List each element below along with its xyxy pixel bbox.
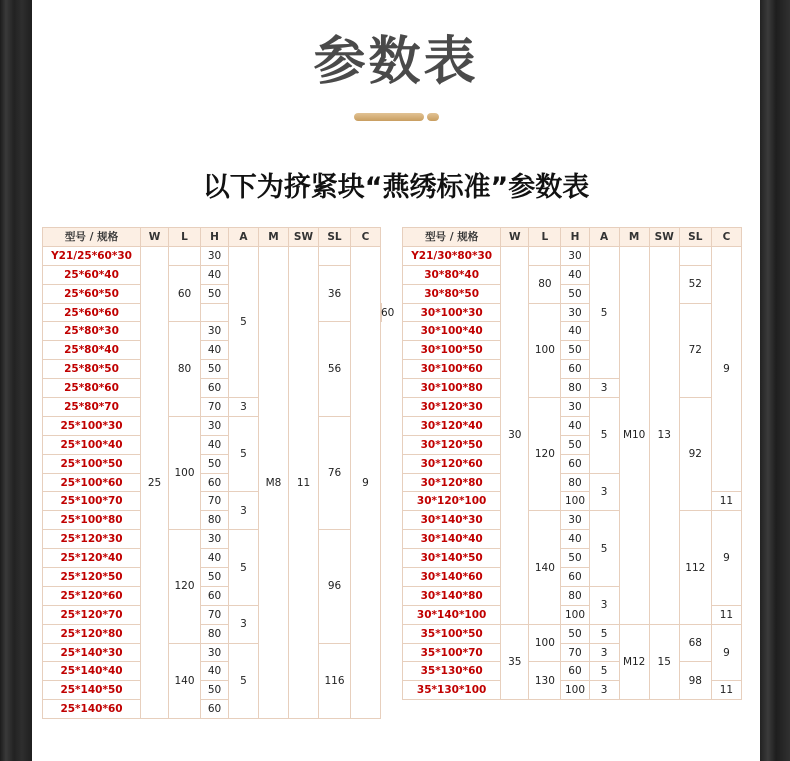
a-cell: 3 — [589, 681, 619, 700]
model-cell: 35*100*50 — [403, 624, 501, 643]
h-cell: 30 — [561, 303, 589, 322]
a-cell: 5 — [589, 511, 619, 587]
a-cell: 3 — [589, 473, 619, 511]
h-cell: 80 — [561, 473, 589, 492]
a-cell: 3 — [589, 643, 619, 662]
h-cell: 40 — [201, 435, 229, 454]
h-cell: 60 — [201, 473, 229, 492]
sl-cell: 98 — [679, 662, 711, 700]
model-cell: 30*120*100 — [403, 492, 501, 511]
table-row — [43, 322, 382, 341]
model-cell: 25*100*80 — [43, 511, 141, 530]
h-cell: 50 — [201, 284, 229, 303]
l-cell: 100 — [169, 416, 201, 529]
h-cell: 60 — [561, 568, 589, 587]
sw-cell: 13 — [649, 246, 679, 624]
model-cell: 25*120*30 — [43, 530, 141, 549]
h-cell: 50 — [561, 549, 589, 568]
table-row — [43, 643, 382, 662]
l-cell: 120 — [169, 530, 201, 643]
model-cell: 25*120*40 — [43, 549, 141, 568]
l-cell — [169, 246, 201, 265]
h-cell: 50 — [201, 454, 229, 473]
model-cell: 35*100*70 — [403, 643, 501, 662]
h-cell: 30 — [561, 398, 589, 417]
model-cell: 25*100*70 — [43, 492, 141, 511]
model-cell: 25*60*50 — [43, 284, 141, 303]
m-cell: M10 — [619, 246, 649, 624]
l-cell: 80 — [529, 265, 561, 303]
c-cell: 11 — [711, 605, 741, 624]
header-a: A — [589, 228, 619, 247]
model-cell: 25*100*60 — [43, 473, 141, 492]
model-cell: 30*100*50 — [403, 341, 501, 360]
table-subtitle: 以下为挤紧块“燕绣标准”参数表 — [202, 172, 590, 203]
page-title: 参数表 — [313, 32, 479, 92]
a-cell: 5 — [229, 246, 259, 397]
model-cell: 25*60*40 — [43, 265, 141, 284]
table-header-row — [403, 228, 742, 247]
w-cell: 25 — [141, 246, 169, 718]
h-cell: 40 — [561, 322, 589, 341]
header-c: C — [711, 228, 741, 247]
title-underline-dot — [427, 113, 439, 121]
header-w: W — [141, 228, 169, 247]
h-cell: 50 — [561, 284, 589, 303]
h-cell: 40 — [201, 549, 229, 568]
h-cell: 100 — [561, 681, 589, 700]
sw-cell: 11 — [289, 246, 319, 718]
h-cell: 70 — [561, 643, 589, 662]
table-header-row — [43, 228, 382, 247]
model-cell: Y21/30*80*30 — [403, 246, 501, 265]
w-cell: 35 — [501, 624, 529, 700]
h-cell: 60 — [561, 360, 589, 379]
h-cell: 50 — [201, 360, 229, 379]
header-sw: SW — [289, 228, 319, 247]
h-cell: 80 — [561, 379, 589, 398]
model-cell: 30*100*60 — [403, 360, 501, 379]
model-cell: 30*100*40 — [403, 322, 501, 341]
l-cell: 140 — [529, 511, 561, 624]
a-cell: 5 — [229, 643, 259, 719]
sl-cell: 72 — [679, 303, 711, 397]
model-cell: 30*100*30 — [403, 303, 501, 322]
header-model: 型号 / 规格 — [43, 228, 141, 247]
h-cell: 30 — [201, 246, 229, 265]
model-cell: 25*120*70 — [43, 605, 141, 624]
header-h: H — [201, 228, 229, 247]
table-row — [43, 416, 382, 435]
model-cell: 30*120*40 — [403, 416, 501, 435]
h-cell: 70 — [201, 492, 229, 511]
h-cell: 40 — [201, 265, 229, 284]
h-cell: 40 — [561, 530, 589, 549]
sl-cell: 112 — [679, 511, 711, 624]
l-cell: 140 — [169, 643, 201, 719]
header-c: C — [351, 228, 381, 247]
header-l: L — [169, 228, 201, 247]
table-row — [403, 265, 742, 284]
h-cell: 50 — [561, 435, 589, 454]
spec-table-right — [402, 227, 742, 700]
h-cell: 60 — [201, 379, 229, 398]
model-cell: 30*140*80 — [403, 586, 501, 605]
h-cell: 40 — [201, 341, 229, 360]
dark-background-right — [760, 0, 790, 761]
model-cell: 25*100*30 — [43, 416, 141, 435]
h-cell: 50 — [201, 568, 229, 587]
h-cell: 40 — [561, 416, 589, 435]
h-cell: 50 — [201, 681, 229, 700]
header-sl: SL — [319, 228, 351, 247]
spec-table-left — [42, 227, 395, 719]
h-cell: 80 — [201, 624, 229, 643]
table-row — [43, 265, 382, 284]
a-cell: 5 — [229, 530, 259, 606]
h-cell: 100 — [561, 605, 589, 624]
model-cell: 30*140*100 — [403, 605, 501, 624]
h-cell: 80 — [561, 586, 589, 605]
model-cell: 30*80*50 — [403, 284, 501, 303]
c-cell: 9 — [351, 246, 381, 718]
a-cell: 5 — [229, 416, 259, 492]
l-cell: 100 — [529, 303, 561, 397]
h-cell: 60 — [201, 586, 229, 605]
h-cell: 60 — [381, 303, 382, 322]
model-cell: 30*140*30 — [403, 511, 501, 530]
h-cell: 60 — [561, 662, 589, 681]
page — [32, 0, 760, 761]
model-cell: 30*120*60 — [403, 454, 501, 473]
a-cell: 5 — [589, 662, 619, 681]
w-cell: 30 — [501, 246, 529, 624]
model-cell: 25*100*50 — [43, 454, 141, 473]
header-w: W — [501, 228, 529, 247]
sl-cell: 68 — [679, 624, 711, 662]
model-cell: 35*130*100 — [403, 681, 501, 700]
a-cell: 3 — [229, 398, 259, 417]
model-cell: 30*100*80 — [403, 379, 501, 398]
h-cell: 30 — [201, 643, 229, 662]
a-cell: 5 — [589, 624, 619, 643]
l-cell: 60 — [169, 265, 201, 322]
c-cell: 9 — [711, 246, 741, 492]
model-cell: 25*120*80 — [43, 624, 141, 643]
h-cell: 30 — [201, 322, 229, 341]
table-row — [403, 246, 742, 265]
model-cell: 25*120*60 — [43, 586, 141, 605]
header-m: M — [259, 228, 289, 247]
sl-cell: 116 — [319, 643, 351, 719]
model-cell: 25*80*70 — [43, 398, 141, 417]
h-cell: 60 — [201, 700, 229, 719]
l-cell — [201, 303, 229, 322]
model-cell: Y21/25*60*30 — [43, 246, 141, 265]
h-cell: 60 — [561, 454, 589, 473]
model-cell: 25*80*30 — [43, 322, 141, 341]
model-cell: 25*80*50 — [43, 360, 141, 379]
c-cell: 11 — [711, 681, 741, 700]
model-cell: 30*120*50 — [403, 435, 501, 454]
sl-cell: 76 — [319, 416, 351, 529]
a-cell: 3 — [589, 586, 619, 624]
m-cell: M12 — [619, 624, 649, 700]
sl-cell: 92 — [679, 398, 711, 511]
table-row — [403, 303, 742, 322]
m-cell: M8 — [259, 246, 289, 718]
header-sw: SW — [649, 228, 679, 247]
sl-cell: 36 — [319, 265, 351, 322]
model-cell: 35*130*60 — [403, 662, 501, 681]
c-cell: 9 — [711, 624, 741, 681]
h-cell: 50 — [561, 341, 589, 360]
sl-cell — [319, 246, 351, 265]
model-cell: 30*140*50 — [403, 549, 501, 568]
table-row — [403, 398, 742, 417]
sl-cell: 96 — [319, 530, 351, 643]
title-underline-bar — [354, 113, 424, 121]
h-cell: 30 — [201, 530, 229, 549]
model-cell: 30*120*80 — [403, 473, 501, 492]
l-cell: 80 — [169, 322, 201, 416]
l-cell — [529, 246, 561, 265]
model-cell: 25*140*60 — [43, 700, 141, 719]
l-cell: 100 — [529, 624, 561, 662]
a-cell: 5 — [589, 398, 619, 474]
a-cell: 3 — [229, 605, 259, 643]
a-cell: 3 — [589, 379, 619, 398]
model-cell: 25*140*30 — [43, 643, 141, 662]
model-cell: 25*140*50 — [43, 681, 141, 700]
header-h: H — [561, 228, 589, 247]
model-cell: 25*140*40 — [43, 662, 141, 681]
h-cell: 30 — [561, 246, 589, 265]
h-cell: 30 — [201, 416, 229, 435]
h-cell: 70 — [201, 398, 229, 417]
h-cell: 50 — [561, 624, 589, 643]
model-cell: 25*100*40 — [43, 435, 141, 454]
header-sl: SL — [679, 228, 711, 247]
table-row — [43, 530, 382, 549]
model-cell: 25*80*60 — [43, 379, 141, 398]
sl-cell — [679, 246, 711, 265]
header-l: L — [529, 228, 561, 247]
model-cell: 30*120*30 — [403, 398, 501, 417]
model-cell: 30*140*40 — [403, 530, 501, 549]
h-cell: 30 — [561, 511, 589, 530]
table-row — [403, 511, 742, 530]
table-row — [403, 662, 742, 681]
model-cell: 30*80*40 — [403, 265, 501, 284]
model-cell: 25*80*40 — [43, 341, 141, 360]
l-cell: 120 — [529, 398, 561, 511]
header-m: M — [619, 228, 649, 247]
table-row — [43, 246, 382, 265]
h-cell: 70 — [201, 605, 229, 624]
sw-cell: 15 — [649, 624, 679, 700]
c-cell: 9 — [711, 511, 741, 605]
sl-cell: 52 — [679, 265, 711, 303]
a-cell: 3 — [229, 492, 259, 530]
model-cell: 25*120*50 — [43, 568, 141, 587]
header-a: A — [229, 228, 259, 247]
model-cell: 30*140*60 — [403, 568, 501, 587]
sl-cell: 56 — [319, 322, 351, 416]
header-model: 型号 / 规格 — [403, 228, 501, 247]
h-cell: 100 — [561, 492, 589, 511]
model-cell: 25*60*60 — [43, 303, 141, 322]
table-row — [403, 624, 742, 643]
l-cell: 130 — [529, 662, 561, 700]
c-cell: 11 — [711, 492, 741, 511]
h-cell: 80 — [201, 511, 229, 530]
h-cell: 40 — [201, 662, 229, 681]
a-cell: 5 — [589, 246, 619, 378]
h-cell: 40 — [561, 265, 589, 284]
